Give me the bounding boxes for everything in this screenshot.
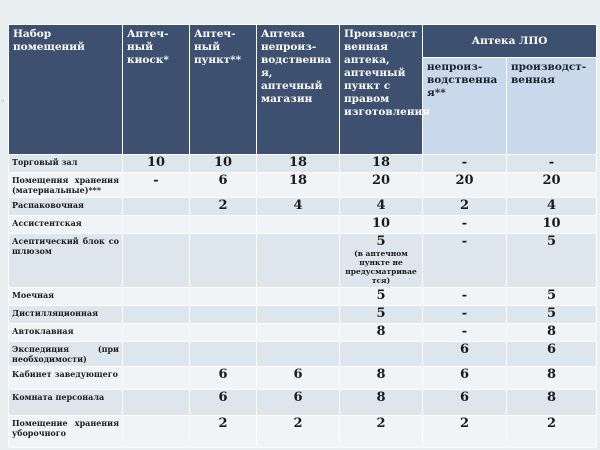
area-value-cell	[507, 324, 597, 342]
table-row	[9, 216, 597, 234]
room-name-cell: Ассистентская	[9, 216, 123, 234]
area-value-cell	[340, 198, 423, 216]
area-value: 2	[218, 416, 228, 431]
area-value: 5	[546, 234, 557, 249]
area-value-cell	[257, 324, 340, 342]
area-value-cell	[423, 367, 507, 390]
area-value-cell	[257, 173, 340, 198]
area-value: 20	[542, 173, 561, 188]
area-value: -	[461, 155, 468, 170]
area-value-cell	[257, 288, 340, 306]
room-name-cell: Асептический блок со шлюзом	[9, 234, 123, 288]
area-value: 10	[371, 216, 391, 231]
area-value: 5	[376, 234, 386, 249]
area-value-cell	[123, 390, 190, 416]
area-value: 6	[218, 173, 228, 188]
area-value-cell	[123, 234, 190, 288]
area-value-cell	[340, 416, 423, 448]
area-value: 4	[293, 198, 303, 213]
table-row	[9, 198, 597, 216]
area-value: -	[461, 234, 468, 249]
area-value: 2	[546, 416, 557, 431]
area-value-cell	[507, 216, 597, 234]
table-row	[9, 306, 597, 324]
area-value-cell	[123, 324, 190, 342]
room-name-cell: Дистилляционная	[9, 306, 123, 324]
area-value: 8	[546, 367, 557, 382]
header-premises: Набор помещений	[9, 25, 123, 155]
room-name-cell: Помещения хранения (материальные)***	[9, 173, 123, 198]
area-value-cell	[340, 155, 423, 173]
area-value-cell	[257, 416, 340, 448]
header-nonproduction-pharmacy: Аптека непроиз-водственна я, аптечный магазин	[257, 25, 340, 155]
table-row	[9, 173, 597, 198]
area-value-cell	[257, 198, 340, 216]
area-value: -	[548, 155, 555, 170]
area-value: 4	[546, 198, 557, 213]
area-value: 4	[376, 198, 386, 213]
area-value-cell	[123, 288, 190, 306]
edge-mark: ◦	[0, 97, 6, 107]
area-value: 5	[376, 306, 386, 321]
area-value-cell	[423, 173, 507, 198]
area-value: 18	[288, 155, 308, 170]
area-value-cell	[123, 306, 190, 324]
area-value-cell	[423, 234, 507, 288]
area-value: 6	[459, 342, 470, 357]
area-value: 8	[376, 367, 386, 382]
area-value-cell	[340, 306, 423, 324]
area-value: 6	[459, 390, 470, 405]
area-value: 10	[542, 216, 561, 231]
area-value-cell	[257, 342, 340, 367]
area-value-cell	[423, 324, 507, 342]
room-name-cell: Помещение хранения уборочного	[9, 416, 123, 448]
header-production-pharmacy: Производст венная аптека, аптечный пункт с правом изготовления	[340, 25, 423, 155]
area-value: -	[461, 216, 468, 231]
area-value: 6	[218, 390, 228, 405]
area-value: 2	[293, 416, 303, 431]
area-value: 8	[546, 390, 557, 405]
area-value-cell	[190, 416, 257, 448]
area-value-cell	[507, 288, 597, 306]
area-value-cell	[423, 306, 507, 324]
table-row	[9, 234, 597, 288]
room-name-cell: Комната персонала	[9, 390, 123, 416]
area-value-cell	[423, 390, 507, 416]
area-value: 10	[213, 155, 233, 170]
area-value: -	[461, 306, 468, 321]
header-point: Аптеч-ный пункт**	[190, 25, 257, 155]
area-value-cell	[507, 234, 597, 288]
area-value-cell	[507, 306, 597, 324]
area-value: 6	[293, 390, 303, 405]
area-value-cell	[340, 216, 423, 234]
area-value-cell	[340, 324, 423, 342]
area-value-cell	[190, 198, 257, 216]
table-row	[9, 342, 597, 367]
area-value-cell	[507, 416, 597, 448]
area-value-cell	[190, 155, 257, 173]
area-value: 2	[218, 198, 228, 213]
area-value-cell	[257, 234, 340, 288]
area-value-cell	[123, 367, 190, 390]
area-value-cell	[190, 234, 257, 288]
area-value-cell	[190, 306, 257, 324]
area-value-cell	[423, 416, 507, 448]
area-value: 18	[371, 155, 391, 170]
area-value: 2	[459, 416, 470, 431]
area-value-cell	[507, 342, 597, 367]
area-value: 2	[459, 198, 470, 213]
area-value-cell	[340, 288, 423, 306]
header-lpo-production: производст-венная	[507, 58, 597, 155]
area-value-cell	[507, 155, 597, 173]
table-row	[9, 416, 597, 448]
area-value-cell	[257, 216, 340, 234]
area-value-cell	[340, 367, 423, 390]
area-value-cell	[190, 342, 257, 367]
area-value: 6	[546, 342, 557, 357]
area-value: 8	[546, 324, 557, 339]
area-value-cell	[423, 342, 507, 367]
area-value-cell	[340, 234, 423, 288]
area-value-cell	[190, 390, 257, 416]
area-value: 5	[546, 288, 557, 303]
area-value: 20	[371, 173, 391, 188]
room-name-cell: Кабинет заведующего	[9, 367, 123, 390]
area-note: (в аптечном пункте не предусматривае тся)	[345, 249, 417, 285]
room-name-cell: Торговый зал	[9, 155, 123, 173]
table-row	[9, 324, 597, 342]
area-value-cell	[507, 367, 597, 390]
area-value-cell	[507, 390, 597, 416]
area-value-cell	[123, 216, 190, 234]
area-value: 2	[376, 416, 386, 431]
area-value-cell	[123, 155, 190, 173]
area-value: -	[461, 324, 468, 339]
area-value: 20	[455, 173, 474, 188]
area-value: 8	[376, 324, 386, 339]
area-value-cell	[423, 288, 507, 306]
area-value-cell	[340, 342, 423, 367]
area-value-cell	[423, 155, 507, 173]
area-value-cell	[123, 198, 190, 216]
area-value-cell	[190, 288, 257, 306]
area-value-cell	[123, 173, 190, 198]
area-value-cell	[423, 198, 507, 216]
area-value-cell	[257, 155, 340, 173]
area-value-cell	[423, 216, 507, 234]
area-value-cell	[257, 306, 340, 324]
header-lpo-nonproduction: непроиз-водственна я**	[423, 58, 507, 155]
table-header-row	[9, 25, 597, 58]
area-value-cell	[190, 324, 257, 342]
premises-table	[8, 24, 597, 448]
area-value: 5	[376, 288, 386, 303]
area-value-cell	[190, 367, 257, 390]
area-value: 10	[146, 155, 166, 170]
area-value: 18	[288, 173, 308, 188]
table-row	[9, 288, 597, 306]
area-value-cell	[123, 416, 190, 448]
area-value-cell	[190, 216, 257, 234]
table-row	[9, 390, 597, 416]
area-value-cell	[507, 173, 597, 198]
area-value: -	[461, 288, 468, 303]
header-lpo-pharmacy: Аптека ЛПО	[423, 25, 597, 58]
header-kiosk: Аптеч-ный киоск*	[123, 25, 190, 155]
area-value: 5	[546, 306, 557, 321]
room-name-cell: Экспедиция (при необходимости)	[9, 342, 123, 367]
area-value: 8	[376, 390, 386, 405]
room-name-cell: Моечная	[9, 288, 123, 306]
area-value: -	[153, 173, 159, 188]
area-value-cell	[257, 390, 340, 416]
area-value: 6	[293, 367, 303, 382]
table-row	[9, 155, 597, 173]
area-value: 6	[218, 367, 228, 382]
area-value-cell	[190, 173, 257, 198]
area-value: 6	[459, 367, 470, 382]
area-value-cell	[340, 173, 423, 198]
table-row	[9, 367, 597, 390]
area-value-cell	[340, 390, 423, 416]
room-name-cell: Автоклавная	[9, 324, 123, 342]
area-value-cell	[123, 342, 190, 367]
room-name-cell: Распаковочная	[9, 198, 123, 216]
area-value-cell	[257, 367, 340, 390]
area-value-cell	[507, 198, 597, 216]
